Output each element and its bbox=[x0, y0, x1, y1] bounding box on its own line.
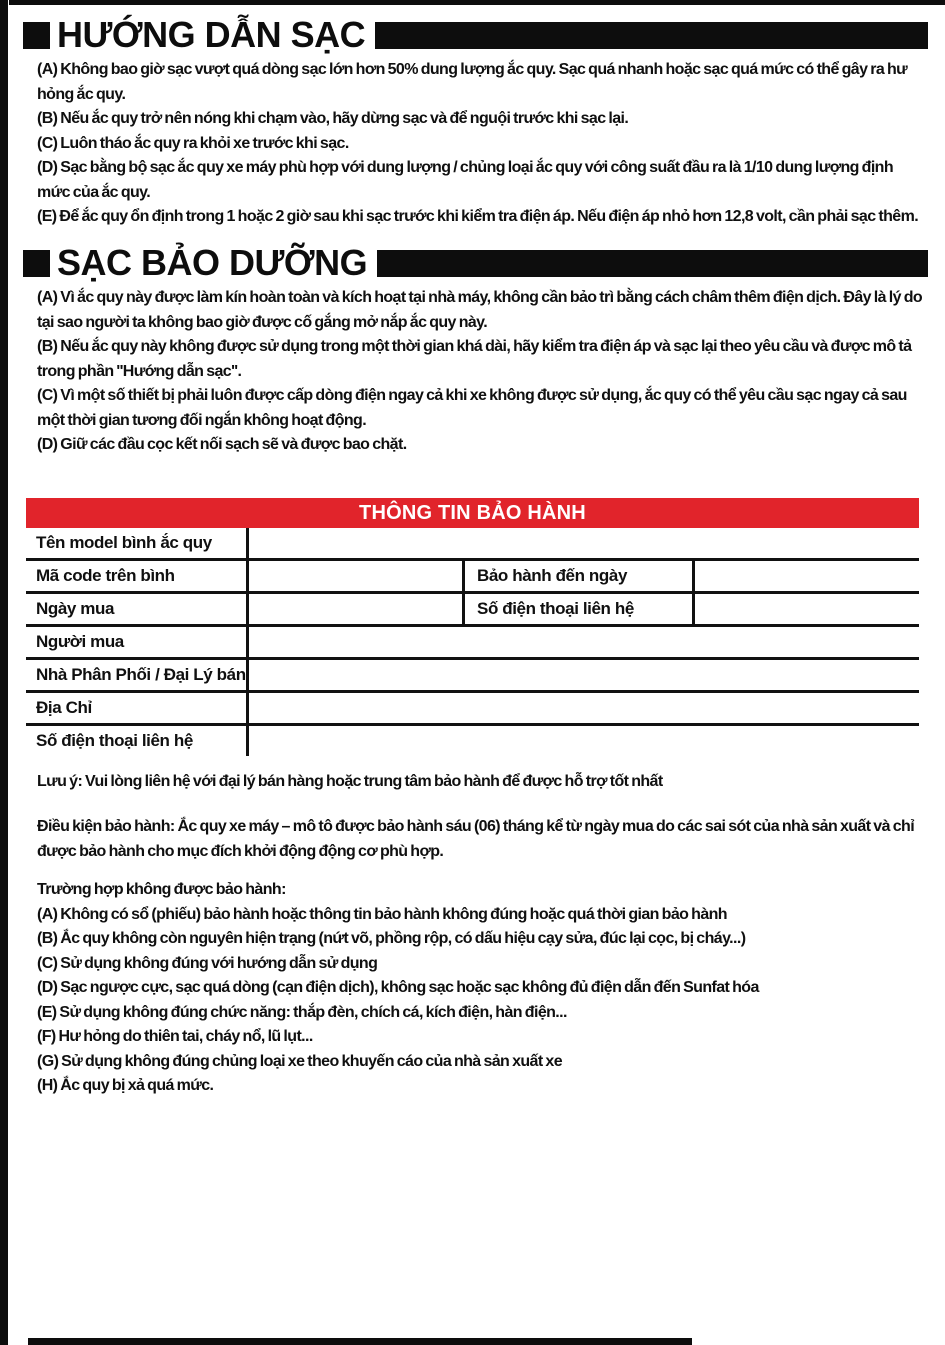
row-label: Tên model bình ắc quy bbox=[26, 528, 249, 558]
row-label: Địa Chỉ bbox=[26, 693, 249, 723]
instruction-item-a: (A) Không bao giờ sạc vượt quá dòng sạc lớn hơn 50% dung lượng ắc quy. Sạc quá nhanh hoặc sạc quá mức có thể gây ra hư hỏng ắc quy. bbox=[37, 61, 908, 103]
note-text: Điều kiện bảo hành: Ắc quy xe máy – mô tô được bảo hành sáu (06) tháng kể từ ngày mua do các sai sót của nhà sản xuất và chỉ được bảo hành cho mục đích khởi động động cơ phù hợp. bbox=[37, 818, 915, 860]
row-label: Số điện thoại liên hệ bbox=[26, 726, 249, 756]
table-row bbox=[26, 660, 919, 693]
heading-bar bbox=[377, 250, 928, 277]
heading-square-icon bbox=[23, 250, 50, 277]
section-title: HƯỚNG DẪN SẠC bbox=[57, 14, 366, 55]
address-field bbox=[249, 693, 919, 723]
instruction-item-d: (D) Sạc bằng bộ sạc ắc quy xe máy phù hợp với dung lượng / chủng loại ắc quy với công suất đầu ra là 1/10 dung lượng định mức của ắc quy. bbox=[37, 159, 894, 201]
table-row bbox=[26, 528, 919, 561]
exclusion-item-h: (H) Ắc quy bị xả quá mức. bbox=[37, 1077, 214, 1094]
exclusion-item-a: (A) Không có sổ (phiếu) bảo hành hoặc thông tin bảo hành không đúng hoặc quá thời gian bảo hành bbox=[37, 905, 727, 923]
table-row bbox=[26, 561, 919, 594]
exclusions-title: Trường hợp không được bảo hành: bbox=[37, 881, 286, 898]
table-row bbox=[26, 627, 919, 660]
exclusion-item-e: (E) Sử dụng không đúng chức năng: thắp đèn, chích cá, kích điện, hàn điện... bbox=[37, 1003, 567, 1021]
note-contact-support bbox=[37, 770, 922, 795]
section-charging-instructions bbox=[23, 14, 928, 230]
heading-square-icon bbox=[23, 22, 50, 49]
row-label: Ngày mua bbox=[26, 594, 249, 624]
note-warranty-conditions bbox=[37, 815, 922, 864]
row-label: Người mua bbox=[26, 627, 249, 657]
warranty-table-header: THÔNG TIN BẢO HÀNH bbox=[26, 498, 919, 528]
buyer-field bbox=[249, 627, 919, 657]
row-label: Bảo hành đến ngày bbox=[465, 561, 695, 591]
maintenance-item-b: (B) Nếu ắc quy này không được sử dụng trong một thời gian khá dài, hãy kiểm tra điện áp và sạc lại theo yêu cầu và được mô tả trong phần ''Hướng dẫn sạc''. bbox=[37, 338, 912, 380]
exclusion-item-d: (D) Sạc ngược cực, sạc quá dòng (cạn điện dịch), không sạc hoặc sạc không đủ điện dẫn đến Sunfat hóa bbox=[37, 979, 759, 996]
exclusion-item-f: (F) Hư hỏng do thiên tai, cháy nổ, lũ lụt... bbox=[37, 1028, 313, 1045]
page-edge-left bbox=[0, 0, 8, 1345]
exclusion-item-g: (G) Sử dụng không đúng chủng loại xe theo khuyến cáo của nhà sản xuất xe bbox=[37, 1052, 563, 1070]
phone-field bbox=[249, 726, 919, 756]
row-label: Mã code trên bình bbox=[26, 561, 249, 591]
contact-phone-field bbox=[695, 594, 919, 624]
warranty-info-table bbox=[26, 498, 919, 756]
maintenance-item-a: (A) Vì ắc quy này được làm kín hoàn toàn và kích hoạt tại nhà máy, không cần bảo trì bằng cách châm thêm điện dịch. Đây là lý do tại sao người ta không bao giờ được cố gắng mở nắp ắc quy này. bbox=[37, 289, 923, 331]
section-title: SẠC BẢO DƯỠNG bbox=[57, 242, 368, 283]
heading-bar bbox=[375, 22, 928, 49]
table-row bbox=[26, 726, 919, 756]
warranty-exclusions bbox=[37, 878, 922, 1099]
section-body bbox=[37, 286, 925, 458]
row-label: Số điện thoại liên hệ bbox=[465, 594, 695, 624]
warranty-until-field bbox=[695, 561, 919, 591]
section-maintenance-charging bbox=[23, 242, 928, 458]
instruction-item-e: (E) Để ắc quy ổn định trong 1 hoặc 2 giờ sau khi sạc trước khi kiểm tra điện áp. Nếu điện áp nhỏ hơn 12,8 volt, cần phải sạc thêm. bbox=[37, 208, 919, 225]
maintenance-item-d: (D) Giữ các đầu cọc kết nối sạch sẽ và được bao chặt. bbox=[37, 436, 407, 453]
page-edge-bottom bbox=[28, 1338, 692, 1345]
section-heading bbox=[23, 14, 928, 55]
battery-code-field bbox=[249, 561, 465, 591]
page-edge-top bbox=[9, 0, 945, 5]
exclusion-item-b: (B) Ắc quy không còn nguyên hiện trạng (nứt võ, phồng rộp, có dấu hiệu cạy sửa, đúc lại cọc, bị cháy...) bbox=[37, 930, 746, 947]
model-name-field bbox=[249, 528, 919, 558]
table-row bbox=[26, 693, 919, 726]
exclusion-item-c: (C) Sử dụng không đúng với hướng dẫn sử dụng bbox=[37, 954, 378, 972]
purchase-date-field bbox=[249, 594, 465, 624]
note-text: Lưu ý: Vui lòng liên hệ với đại lý bán hàng hoặc trung tâm bảo hành để được hỗ trợ tốt nhất bbox=[37, 773, 663, 790]
instruction-item-c: (C) Luôn tháo ắc quy ra khỏi xe trước khi sạc. bbox=[37, 134, 349, 152]
section-body bbox=[37, 58, 925, 230]
distributor-field bbox=[249, 660, 919, 690]
row-label: Nhà Phân Phối / Đại Lý bán bbox=[26, 660, 249, 690]
instruction-item-b: (B) Nếu ắc quy trở nên nóng khi chạm vào, hãy dừng sạc và để nguội trước khi sạc lại. bbox=[37, 110, 629, 127]
maintenance-item-c: (C) Vì một số thiết bị phải luôn được cấp dòng điện ngay cả khi xe không được sử dụng, ắc quy có thể yêu cầu sạc ngay cả sau một thời gian tương đối ngắn không hoạt động. bbox=[37, 387, 907, 429]
table-row bbox=[26, 594, 919, 627]
section-heading bbox=[23, 242, 928, 283]
